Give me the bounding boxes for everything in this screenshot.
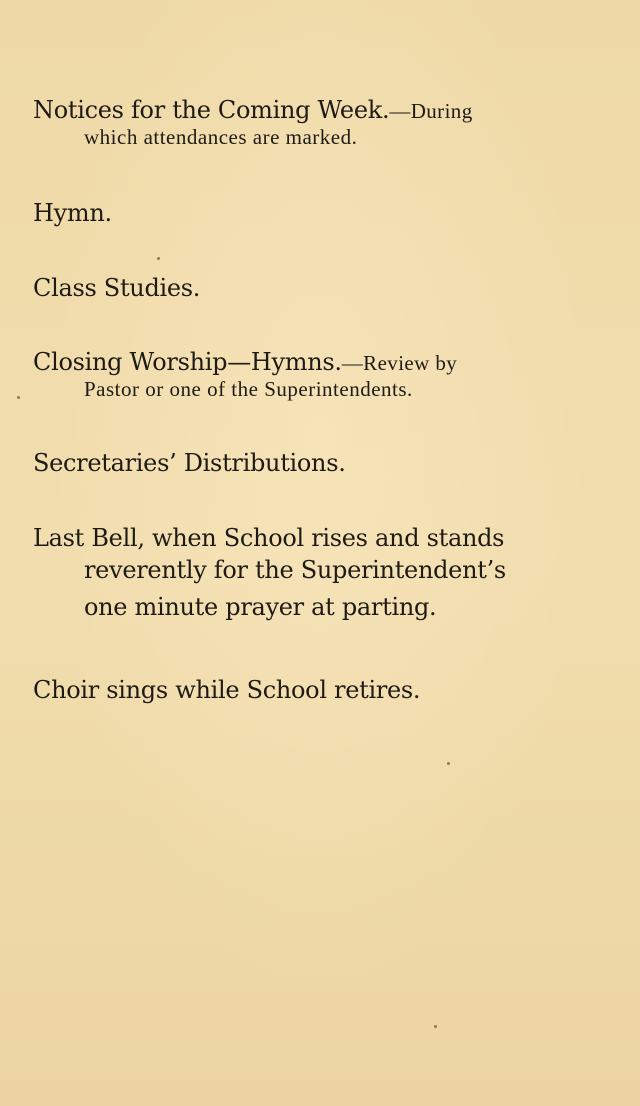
entry-heading bbox=[33, 96, 593, 125]
continuation-line: one minute prayer at parting. bbox=[84, 593, 437, 621]
continuation-line: reverently for the Superintendent’s bbox=[84, 556, 506, 584]
entry-heading: Last Bell, when School rises and stands bbox=[33, 524, 505, 552]
entry-heading: Class Studies. bbox=[33, 274, 201, 302]
entry-class-studies bbox=[33, 274, 593, 302]
run-in-text: —During bbox=[389, 99, 473, 123]
entry-heading: Hymn. bbox=[33, 199, 112, 227]
entry-closing-worship bbox=[33, 348, 593, 402]
paper-speck bbox=[157, 257, 160, 260]
paper-speck bbox=[17, 396, 20, 399]
paper-speck bbox=[447, 762, 450, 765]
entry-heading: Choir sings while School retires. bbox=[33, 676, 421, 704]
entry-heading: Secretaries’ Distributions. bbox=[33, 449, 346, 477]
heading-text: Notices for the Coming Week. bbox=[33, 96, 390, 124]
paper-speck bbox=[434, 1025, 437, 1028]
entry-hymn bbox=[33, 199, 593, 227]
entry-heading bbox=[33, 348, 593, 377]
continuation-line: Pastor or one of the Superintendents. bbox=[84, 377, 413, 401]
entry-secretaries-distributions bbox=[33, 449, 593, 477]
continuation-line: which attendances are marked. bbox=[84, 125, 358, 149]
heading-text: Closing Worship—Hymns. bbox=[33, 348, 342, 376]
run-in-text: —Review by bbox=[341, 351, 458, 375]
entry-choir bbox=[33, 676, 593, 704]
entry-notices bbox=[33, 96, 593, 150]
entry-last-bell bbox=[33, 524, 593, 626]
